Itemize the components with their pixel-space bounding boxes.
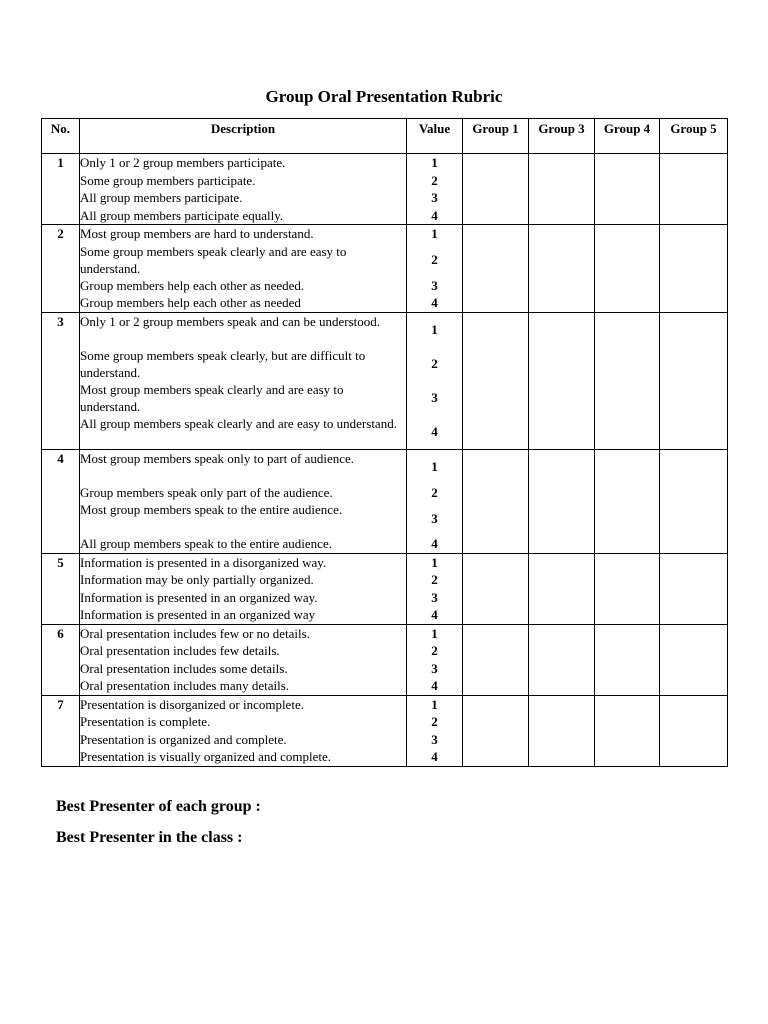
group-score-cell[interactable] xyxy=(463,695,529,766)
score-value: 3 xyxy=(431,660,438,676)
description-text: All group members participate. xyxy=(80,190,243,205)
score-value: 4 xyxy=(431,295,438,311)
description-text: All group members speak clearly and are easy to understand. xyxy=(80,415,397,431)
group-score-cell[interactable] xyxy=(529,312,595,449)
group-score-cell[interactable] xyxy=(660,624,728,695)
group-score-cell[interactable] xyxy=(595,312,660,449)
score-value: 1 xyxy=(431,625,438,641)
description-text: Presentation is complete. xyxy=(80,714,211,729)
description-text: Information may be only partially organized. xyxy=(80,572,314,587)
description-text: Group members help each other as needed. xyxy=(80,277,305,293)
score-value: 1 xyxy=(431,554,438,570)
description-text: Most group members speak to the entire audience. xyxy=(80,502,343,517)
criterion-descriptions xyxy=(80,154,407,225)
group-score-cell[interactable] xyxy=(529,553,595,624)
best-presenter-group-label: Best Presenter of each group : xyxy=(56,798,261,815)
criterion-values xyxy=(407,225,463,313)
criterion-number: 5 xyxy=(42,553,80,624)
header-group: Group 3 xyxy=(529,119,595,154)
criterion-row xyxy=(42,154,728,225)
score-value: 1 xyxy=(431,155,438,171)
description-text: Group members speak only part of the audience. xyxy=(80,484,333,500)
description-text: Information is presented in an organized way xyxy=(80,607,316,622)
group-score-cell[interactable] xyxy=(660,225,728,313)
header-no: No. xyxy=(42,119,80,154)
criterion-descriptions xyxy=(80,695,407,766)
criterion-descriptions xyxy=(80,312,407,449)
group-score-cell[interactable] xyxy=(463,449,529,553)
group-score-cell[interactable] xyxy=(660,449,728,553)
criterion-values xyxy=(407,154,463,225)
score-value: 2 xyxy=(431,356,438,371)
group-score-cell[interactable] xyxy=(529,449,595,553)
score-value: 4 xyxy=(431,607,438,623)
score-value: 4 xyxy=(431,678,438,694)
description-text: Information is presented in an organized way. xyxy=(80,589,318,605)
description-text: Presentation is organized and complete. xyxy=(80,731,287,747)
criterion-descriptions xyxy=(80,553,407,624)
criterion-row xyxy=(42,553,728,624)
group-score-cell[interactable] xyxy=(595,154,660,225)
score-value: 2 xyxy=(431,484,438,500)
score-value: 2 xyxy=(431,172,438,188)
score-value: 2 xyxy=(431,572,438,588)
criterion-number: 1 xyxy=(42,154,80,225)
criterion-number: 2 xyxy=(42,225,80,313)
group-score-cell[interactable] xyxy=(463,624,529,695)
header-description: Description xyxy=(80,119,407,154)
criterion-row xyxy=(42,449,728,553)
group-score-cell[interactable] xyxy=(463,225,529,313)
group-score-cell[interactable] xyxy=(595,553,660,624)
criterion-number: 7 xyxy=(42,695,80,766)
group-score-cell[interactable] xyxy=(463,154,529,225)
description-text: Some group members speak clearly and are easy to understand. xyxy=(80,243,347,276)
criterion-number: 3 xyxy=(42,312,80,449)
score-value: 3 xyxy=(431,731,438,747)
description-text: All group members participate equally. xyxy=(80,207,284,223)
score-value: 4 xyxy=(431,207,438,223)
score-value: 3 xyxy=(431,390,438,405)
description-text: Oral presentation includes few details. xyxy=(80,643,280,658)
description-text: Oral presentation includes many details. xyxy=(80,678,290,693)
group-score-cell[interactable] xyxy=(463,312,529,449)
group-score-cell[interactable] xyxy=(529,154,595,225)
group-score-cell[interactable] xyxy=(463,553,529,624)
group-score-cell[interactable] xyxy=(529,225,595,313)
group-score-cell[interactable] xyxy=(660,312,728,449)
description-text: Some group members participate. xyxy=(80,172,256,188)
criterion-descriptions xyxy=(80,449,407,553)
criterion-values xyxy=(407,449,463,553)
criterion-number: 6 xyxy=(42,624,80,695)
header-group: Group 5 xyxy=(660,119,728,154)
group-score-cell[interactable] xyxy=(595,449,660,553)
score-value: 3 xyxy=(431,589,438,605)
footer xyxy=(56,798,261,860)
description-text: Most group members speak only to part of audience. xyxy=(80,450,355,466)
score-value: 2 xyxy=(431,252,438,267)
score-value: 4 xyxy=(431,536,438,552)
header-group: Group 4 xyxy=(595,119,660,154)
score-value: 3 xyxy=(431,510,438,526)
score-value: 4 xyxy=(431,749,438,765)
criterion-row xyxy=(42,312,728,449)
group-score-cell[interactable] xyxy=(660,553,728,624)
group-score-cell[interactable] xyxy=(529,695,595,766)
rubric-table xyxy=(41,118,728,767)
group-score-cell[interactable] xyxy=(595,624,660,695)
description-text: Some group members speak clearly, but are difficult to understand. xyxy=(80,347,366,380)
best-presenter-class-label: Best Presenter in the class : xyxy=(56,829,243,846)
group-score-cell[interactable] xyxy=(660,695,728,766)
criterion-row xyxy=(42,695,728,766)
description-text: Information is presented in a disorganized way. xyxy=(80,554,327,570)
score-value: 3 xyxy=(431,277,438,293)
score-value: 4 xyxy=(431,424,438,439)
header-value: Value xyxy=(407,119,463,154)
score-value: 1 xyxy=(431,696,438,712)
criterion-row xyxy=(42,624,728,695)
criterion-number: 4 xyxy=(42,449,80,553)
description-text: Oral presentation includes few or no details. xyxy=(80,625,310,641)
group-score-cell[interactable] xyxy=(595,225,660,313)
score-value: 2 xyxy=(431,643,438,659)
group-score-cell[interactable] xyxy=(660,154,728,225)
description-text: Only 1 or 2 group members participate. xyxy=(80,155,286,170)
criterion-values xyxy=(407,312,463,449)
criterion-values xyxy=(407,624,463,695)
criterion-values xyxy=(407,695,463,766)
description-text: All group members speak to the entire audience. xyxy=(80,536,332,551)
description-text: Only 1 or 2 group members speak and can be understood. xyxy=(80,313,381,329)
header-group: Group 1 xyxy=(463,119,529,154)
criterion-row xyxy=(42,225,728,313)
score-value: 2 xyxy=(431,714,438,730)
header-row xyxy=(42,119,728,154)
description-text: Oral presentation includes some details. xyxy=(80,660,288,676)
score-value: 1 xyxy=(431,322,438,337)
group-score-cell[interactable] xyxy=(529,624,595,695)
criterion-descriptions xyxy=(80,624,407,695)
score-value: 1 xyxy=(431,226,438,242)
description-text: Group members help each other as needed xyxy=(80,295,301,310)
description-text: Most group members are hard to understand. xyxy=(80,226,314,241)
criterion-values xyxy=(407,553,463,624)
description-text: Presentation is disorganized or incomplete. xyxy=(80,696,304,712)
criterion-descriptions xyxy=(80,225,407,313)
group-score-cell[interactable] xyxy=(595,695,660,766)
score-value: 3 xyxy=(431,190,438,206)
description-text: Most group members speak clearly and are easy to understand. xyxy=(80,381,344,414)
page-title: Group Oral Presentation Rubric xyxy=(265,87,503,106)
description-text: Presentation is visually organized and complete. xyxy=(80,749,332,764)
score-value: 1 xyxy=(431,459,438,474)
